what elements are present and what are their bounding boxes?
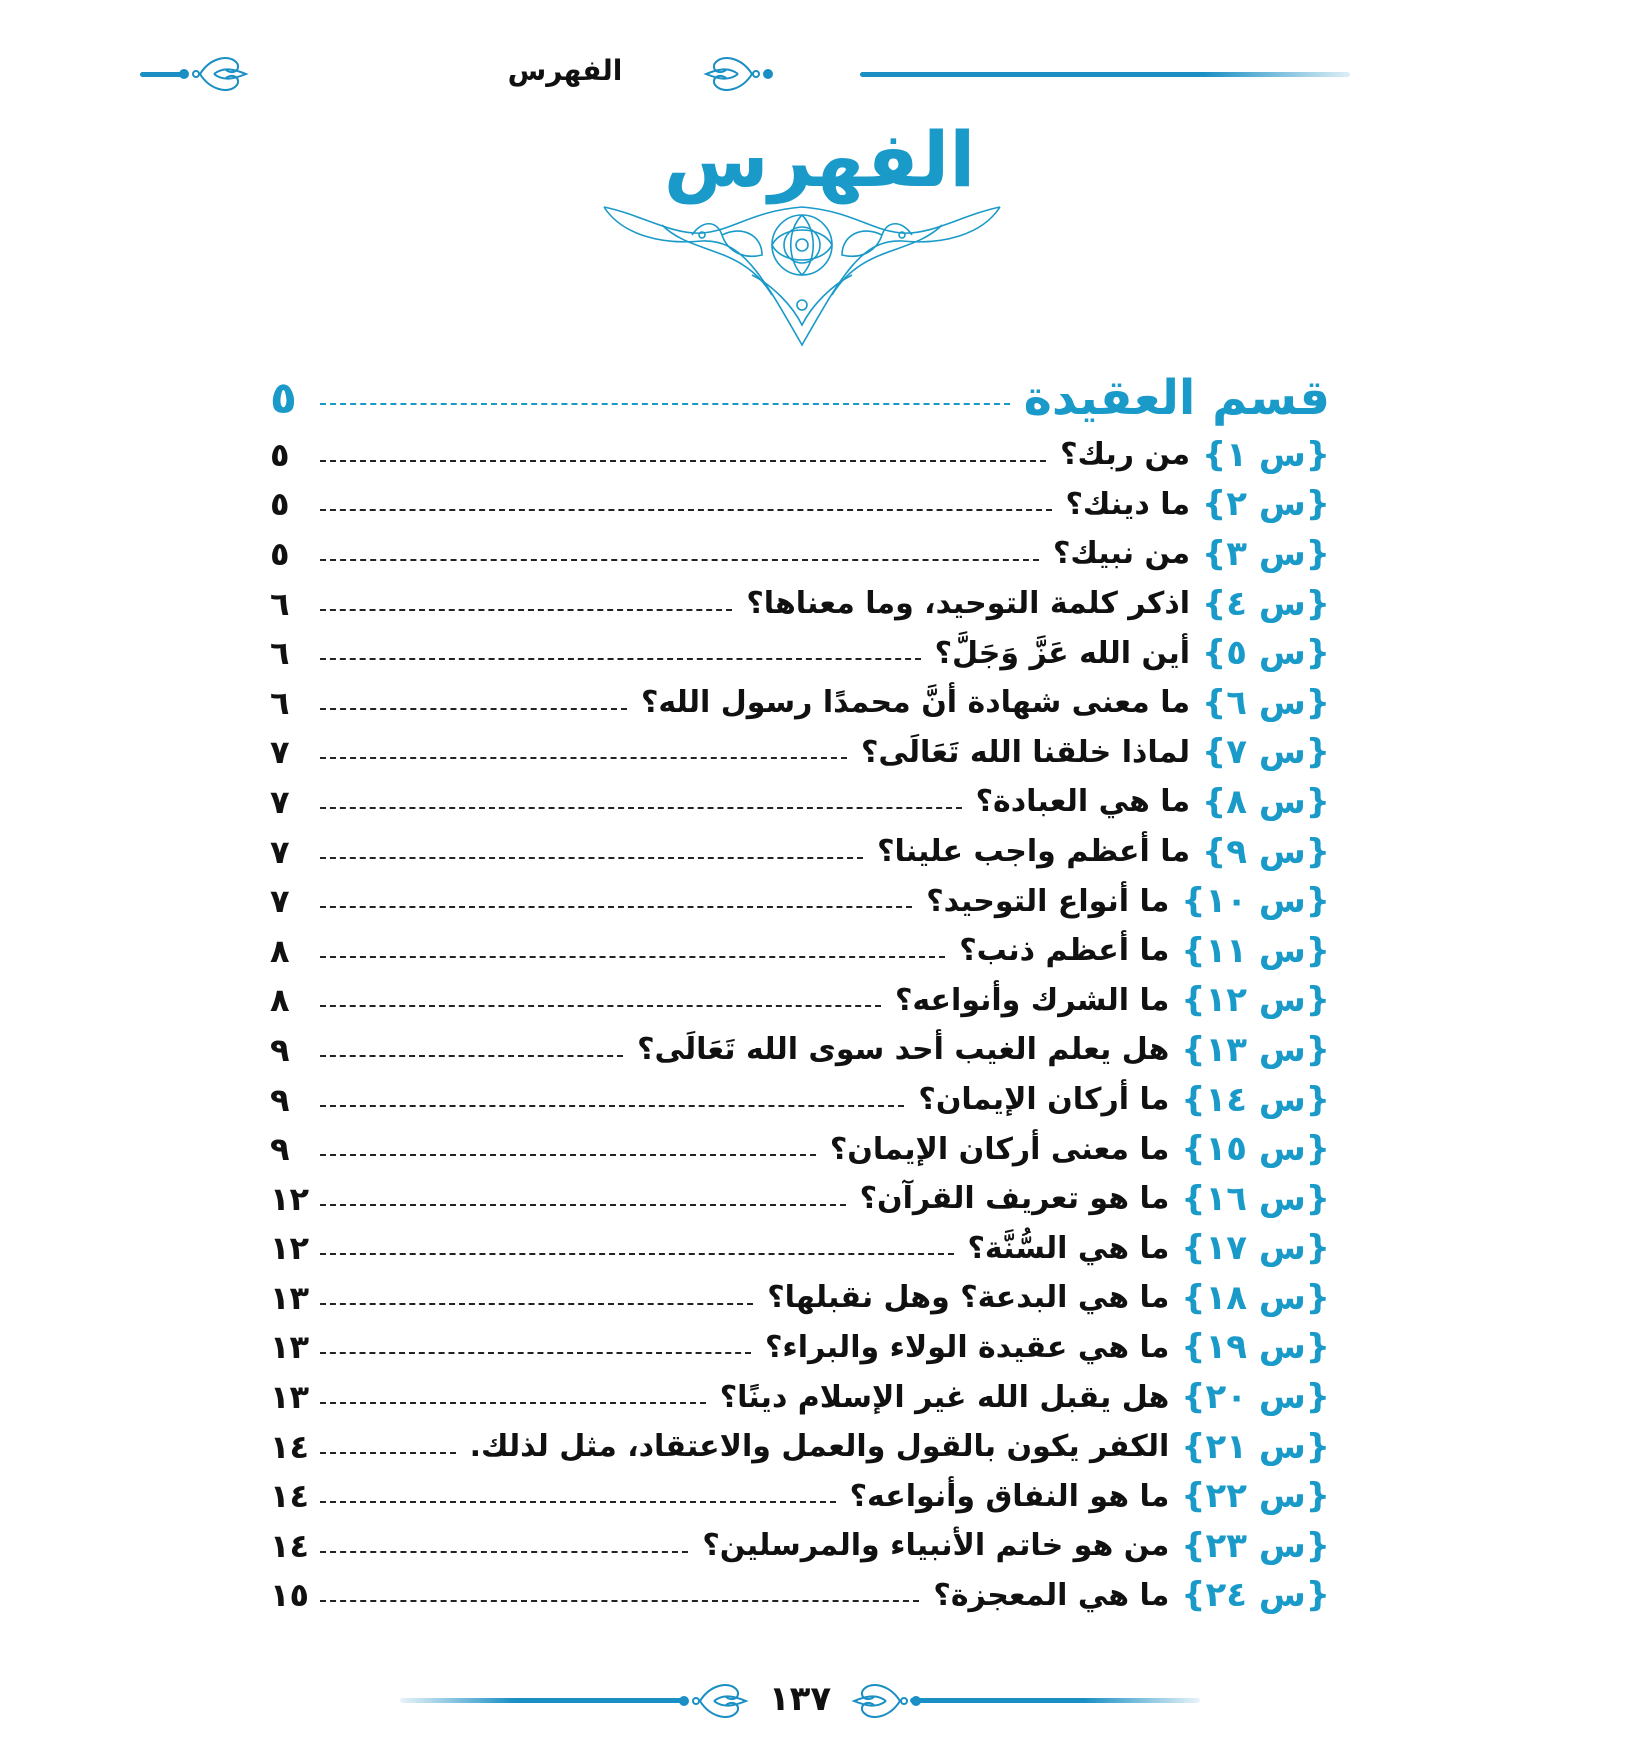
- dot-leader: [320, 1303, 753, 1305]
- entry-page-number: ٦: [270, 634, 290, 673]
- question-number: {س ١٥}: [1181, 1129, 1330, 1170]
- mandala-ornament-icon: [602, 205, 1002, 350]
- question-text: أين الله عَزَّ وَجَلَّ؟: [934, 635, 1191, 671]
- entry-page-number: ١٤: [270, 1427, 310, 1466]
- dot-leader: [320, 1105, 904, 1107]
- toc-section-row[interactable]: [270, 368, 1330, 428]
- question-number: {س ١٨}: [1181, 1277, 1330, 1318]
- section-page-number: ٥: [270, 372, 297, 424]
- toc-entries: [270, 430, 1330, 1620]
- entry-page-number: ٥: [270, 485, 290, 524]
- question-text: ما هي السُّنَّة؟: [967, 1230, 1170, 1266]
- question-text: ما هو النفاق وأنواعه؟: [849, 1478, 1170, 1514]
- question-text: ما هو تعريف القرآن؟: [859, 1181, 1170, 1217]
- header-rule-right: [860, 72, 1350, 77]
- dot-leader: [320, 956, 945, 958]
- toc-entry[interactable]: [270, 1571, 1330, 1621]
- entry-page-number: ٥: [270, 534, 290, 573]
- question-number: {س ١٢}: [1181, 980, 1330, 1021]
- toc-entry[interactable]: [270, 1174, 1330, 1224]
- toc-entry[interactable]: [270, 876, 1330, 926]
- question-text: الكفر يكون بالقول والعمل والاعتقاد، مثل لذلك.: [469, 1429, 1170, 1465]
- entry-page-number: ٦: [270, 584, 290, 623]
- dot-leader: [320, 1154, 816, 1156]
- dot-leader: [320, 1402, 706, 1404]
- dot-leader: [320, 658, 921, 660]
- flourish-ornament-icon: [702, 48, 782, 100]
- question-number: {س ٣}: [1202, 533, 1330, 574]
- question-number: {س ٢٣}: [1181, 1525, 1330, 1566]
- toc-entry[interactable]: [270, 678, 1330, 728]
- dot-leader: [320, 1253, 954, 1255]
- section-title: قسم العقيدة: [1023, 370, 1330, 426]
- toc-entry[interactable]: [270, 1224, 1330, 1274]
- question-text: هل يعلم الغيب أحد سوى الله تَعَالَى؟: [637, 1032, 1170, 1068]
- dot-leader: [320, 807, 962, 809]
- table-of-contents: [270, 368, 1330, 1620]
- question-number: {س ١١}: [1181, 930, 1330, 971]
- entry-page-number: ٩: [270, 1030, 290, 1069]
- question-number: {س ١٩}: [1181, 1327, 1330, 1368]
- page-footer: [400, 1675, 1200, 1725]
- question-number: {س ١٧}: [1181, 1228, 1330, 1269]
- toc-entry[interactable]: [270, 1075, 1330, 1125]
- dot-leader: [320, 403, 1010, 405]
- question-text: من هو خاتم الأنبياء والمرسلين؟: [702, 1528, 1170, 1564]
- toc-entry[interactable]: [270, 1521, 1330, 1571]
- question-number: {س ٥}: [1202, 633, 1330, 674]
- question-text: ما أركان الإيمان؟: [918, 1082, 1170, 1118]
- toc-entry[interactable]: [270, 579, 1330, 629]
- toc-entry[interactable]: [270, 430, 1330, 480]
- question-text: من ربك؟: [1060, 437, 1191, 473]
- question-number: {س ١٣}: [1181, 1029, 1330, 1070]
- toc-entry[interactable]: [270, 926, 1330, 976]
- entry-page-number: ٩: [270, 1130, 290, 1169]
- question-text: ما هي العبادة؟: [975, 784, 1191, 820]
- dot-leader: [320, 1600, 919, 1602]
- question-number: {س ٢٤}: [1181, 1575, 1330, 1616]
- question-text: ما دينك؟: [1065, 486, 1191, 522]
- entry-page-number: ٧: [270, 782, 290, 821]
- flourish-ornament-icon: [670, 1675, 750, 1727]
- dot-leader: [320, 460, 1046, 462]
- entry-page-number: ١٣: [270, 1378, 310, 1417]
- question-number: {س ١٠}: [1181, 881, 1330, 922]
- running-header: [140, 44, 1350, 104]
- entry-page-number: ٧: [270, 733, 290, 772]
- entry-page-number: ١٣: [270, 1278, 310, 1317]
- toc-entry[interactable]: [270, 1273, 1330, 1323]
- question-text: ما أعظم واجب علينا؟: [877, 834, 1191, 870]
- running-title: الفهرس: [507, 54, 623, 87]
- footer-rule-left: [400, 1698, 685, 1703]
- question-text: ما معنى شهادة أنَّ محمدًا رسول الله؟: [640, 685, 1191, 721]
- dot-leader: [320, 1055, 623, 1057]
- question-text: هل يقبل الله غير الإسلام دينًا؟: [719, 1379, 1170, 1415]
- dot-leader: [320, 1005, 881, 1007]
- question-number: {س ٢١}: [1181, 1426, 1330, 1467]
- entry-page-number: ١٤: [270, 1526, 310, 1565]
- toc-entry[interactable]: [270, 1323, 1330, 1373]
- question-text: ما هي البدعة؟ وهل نقبلها؟: [767, 1280, 1170, 1316]
- question-number: {س ٧}: [1202, 732, 1330, 773]
- dot-leader: [320, 906, 912, 908]
- question-number: {س ٢}: [1202, 484, 1330, 525]
- question-number: {س ١٦}: [1181, 1178, 1330, 1219]
- toc-entry[interactable]: [270, 1025, 1330, 1075]
- toc-entry[interactable]: [270, 1422, 1330, 1472]
- entry-page-number: ١٥: [270, 1576, 310, 1615]
- toc-entry[interactable]: [270, 728, 1330, 778]
- entry-page-number: ١٢: [270, 1179, 310, 1218]
- question-number: {س ٩}: [1202, 831, 1330, 872]
- question-text: لماذا خلقنا الله تَعَالَى؟: [860, 734, 1191, 770]
- entry-page-number: ٧: [270, 832, 290, 871]
- dot-leader: [320, 509, 1052, 511]
- dot-leader: [320, 857, 863, 859]
- question-text: اذكر كلمة التوحيد، وما معناها؟: [746, 586, 1191, 622]
- entry-page-number: ٨: [270, 931, 290, 970]
- page-title: الفهرس: [663, 115, 976, 204]
- entry-page-number: ٩: [270, 1080, 290, 1119]
- question-number: {س ٢٢}: [1181, 1476, 1330, 1517]
- dot-leader: [320, 1501, 836, 1503]
- toc-entry[interactable]: [270, 777, 1330, 827]
- toc-entry[interactable]: [270, 827, 1330, 877]
- dot-leader: [320, 1452, 456, 1454]
- entry-page-number: ١٤: [270, 1477, 310, 1516]
- footer-rule-right: [910, 1698, 1200, 1703]
- question-number: {س ٦}: [1202, 682, 1330, 723]
- question-text: ما أعظم ذنب؟: [959, 933, 1170, 969]
- entry-page-number: ٥: [270, 435, 290, 474]
- flourish-ornament-icon: [170, 48, 250, 100]
- entry-page-number: ١٢: [270, 1229, 310, 1268]
- page-number: ١٣٧: [768, 1679, 832, 1719]
- dot-leader: [320, 1551, 688, 1553]
- question-text: من نبيك؟: [1052, 536, 1191, 572]
- question-text: ما معنى أركان الإيمان؟: [829, 1131, 1170, 1167]
- entry-page-number: ١٣: [270, 1328, 310, 1367]
- dot-leader: [320, 708, 627, 710]
- dot-leader: [320, 1204, 846, 1206]
- question-text: ما هي المعجزة؟: [933, 1577, 1170, 1613]
- dot-leader: [320, 559, 1039, 561]
- question-number: {س ١}: [1202, 434, 1330, 475]
- dot-leader: [320, 1352, 751, 1354]
- toc-entry[interactable]: [270, 976, 1330, 1026]
- toc-entry[interactable]: [270, 1471, 1330, 1521]
- question-text: ما هي عقيدة الولاء والبراء؟: [765, 1329, 1170, 1365]
- dot-leader: [320, 609, 732, 611]
- toc-entry[interactable]: [270, 529, 1330, 579]
- entry-page-number: ٨: [270, 981, 290, 1020]
- toc-entry[interactable]: [270, 628, 1330, 678]
- question-number: {س ٢٠}: [1181, 1377, 1330, 1418]
- question-number: {س ٨}: [1202, 781, 1330, 822]
- toc-entry[interactable]: [270, 1372, 1330, 1422]
- entry-page-number: ٧: [270, 882, 290, 921]
- entry-page-number: ٦: [270, 683, 290, 722]
- question-text: ما أنواع التوحيد؟: [926, 883, 1170, 919]
- question-text: ما الشرك وأنواعه؟: [894, 982, 1170, 1018]
- toc-entry[interactable]: [270, 1124, 1330, 1174]
- dot-leader: [320, 757, 847, 759]
- question-number: {س ٤}: [1202, 583, 1330, 624]
- toc-entry[interactable]: [270, 480, 1330, 530]
- question-number: {س ١٤}: [1181, 1079, 1330, 1120]
